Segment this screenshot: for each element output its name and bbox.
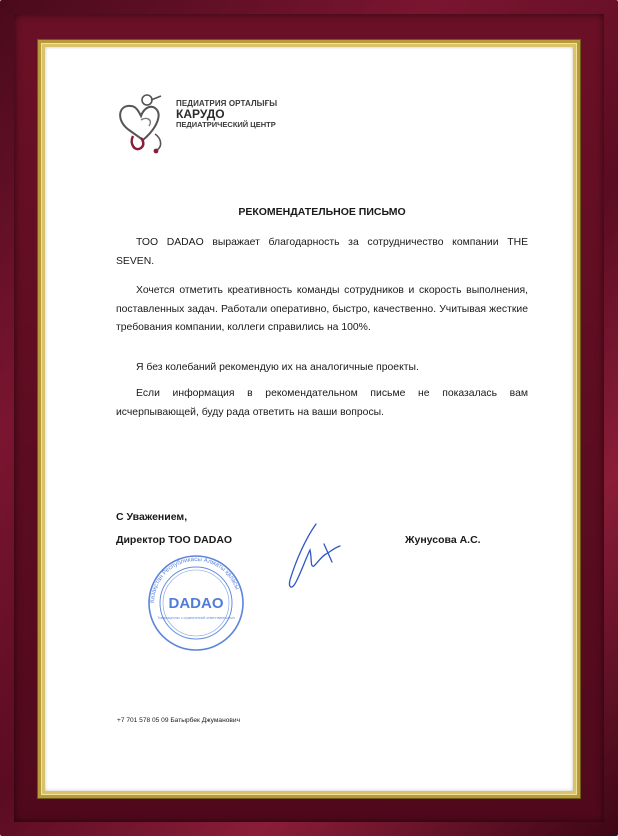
letter-title: РЕКОМЕНДАТЕЛЬНОЕ ПИСЬМО [238,206,406,218]
clinic-name-ru: ПЕДИАТРИЧЕСКИЙ ЦЕНТР [176,119,276,129]
closing-salutation: С Уважением, [116,511,188,523]
seal-outer-text: Казақстан Республикасы Алматы қаласы [148,555,241,604]
clinic-name: КАРУДО [176,107,225,122]
clinic-name-kz: ПЕДИАТРИЯ ОРТАЛЫҒЫ [176,99,278,108]
handwritten-signature [276,518,348,598]
footer-contact: +7 701 578 05 09 Батырбек Джуманович [117,717,241,724]
company-seal [146,553,246,653]
letter-paragraph-1: ТОО DADAO выражает благодарность за сотрудничество компании THE SEVEN. [116,237,528,267]
clinic-logo [111,90,291,160]
letter-paragraph-3: Я без колебаний рекомендую их на аналогичные проекты. [136,362,419,373]
signer-name: Жунусова А.С. [405,534,481,546]
seal-inner-text: Товарищество с ограниченной ответственностью [157,616,235,620]
signer-role: Директор ТОО DADAO [116,534,233,546]
letter-paragraph-2: Хочется отметить креативность команды сотрудников и скорость выполнения, поставленных задач. Работали оперативно, быстро, качественно. Учитывая жесткие требования компании, коллеги справились на 100%. [116,285,528,333]
letter-paragraph-4: Если информация в рекомендательном письме не показалась вам исчерпывающей, буду рада ответить на ваши вопросы. [116,388,528,418]
seal-center-text: DADAO [168,595,224,612]
stork-heart-logo-icon [111,90,173,160]
